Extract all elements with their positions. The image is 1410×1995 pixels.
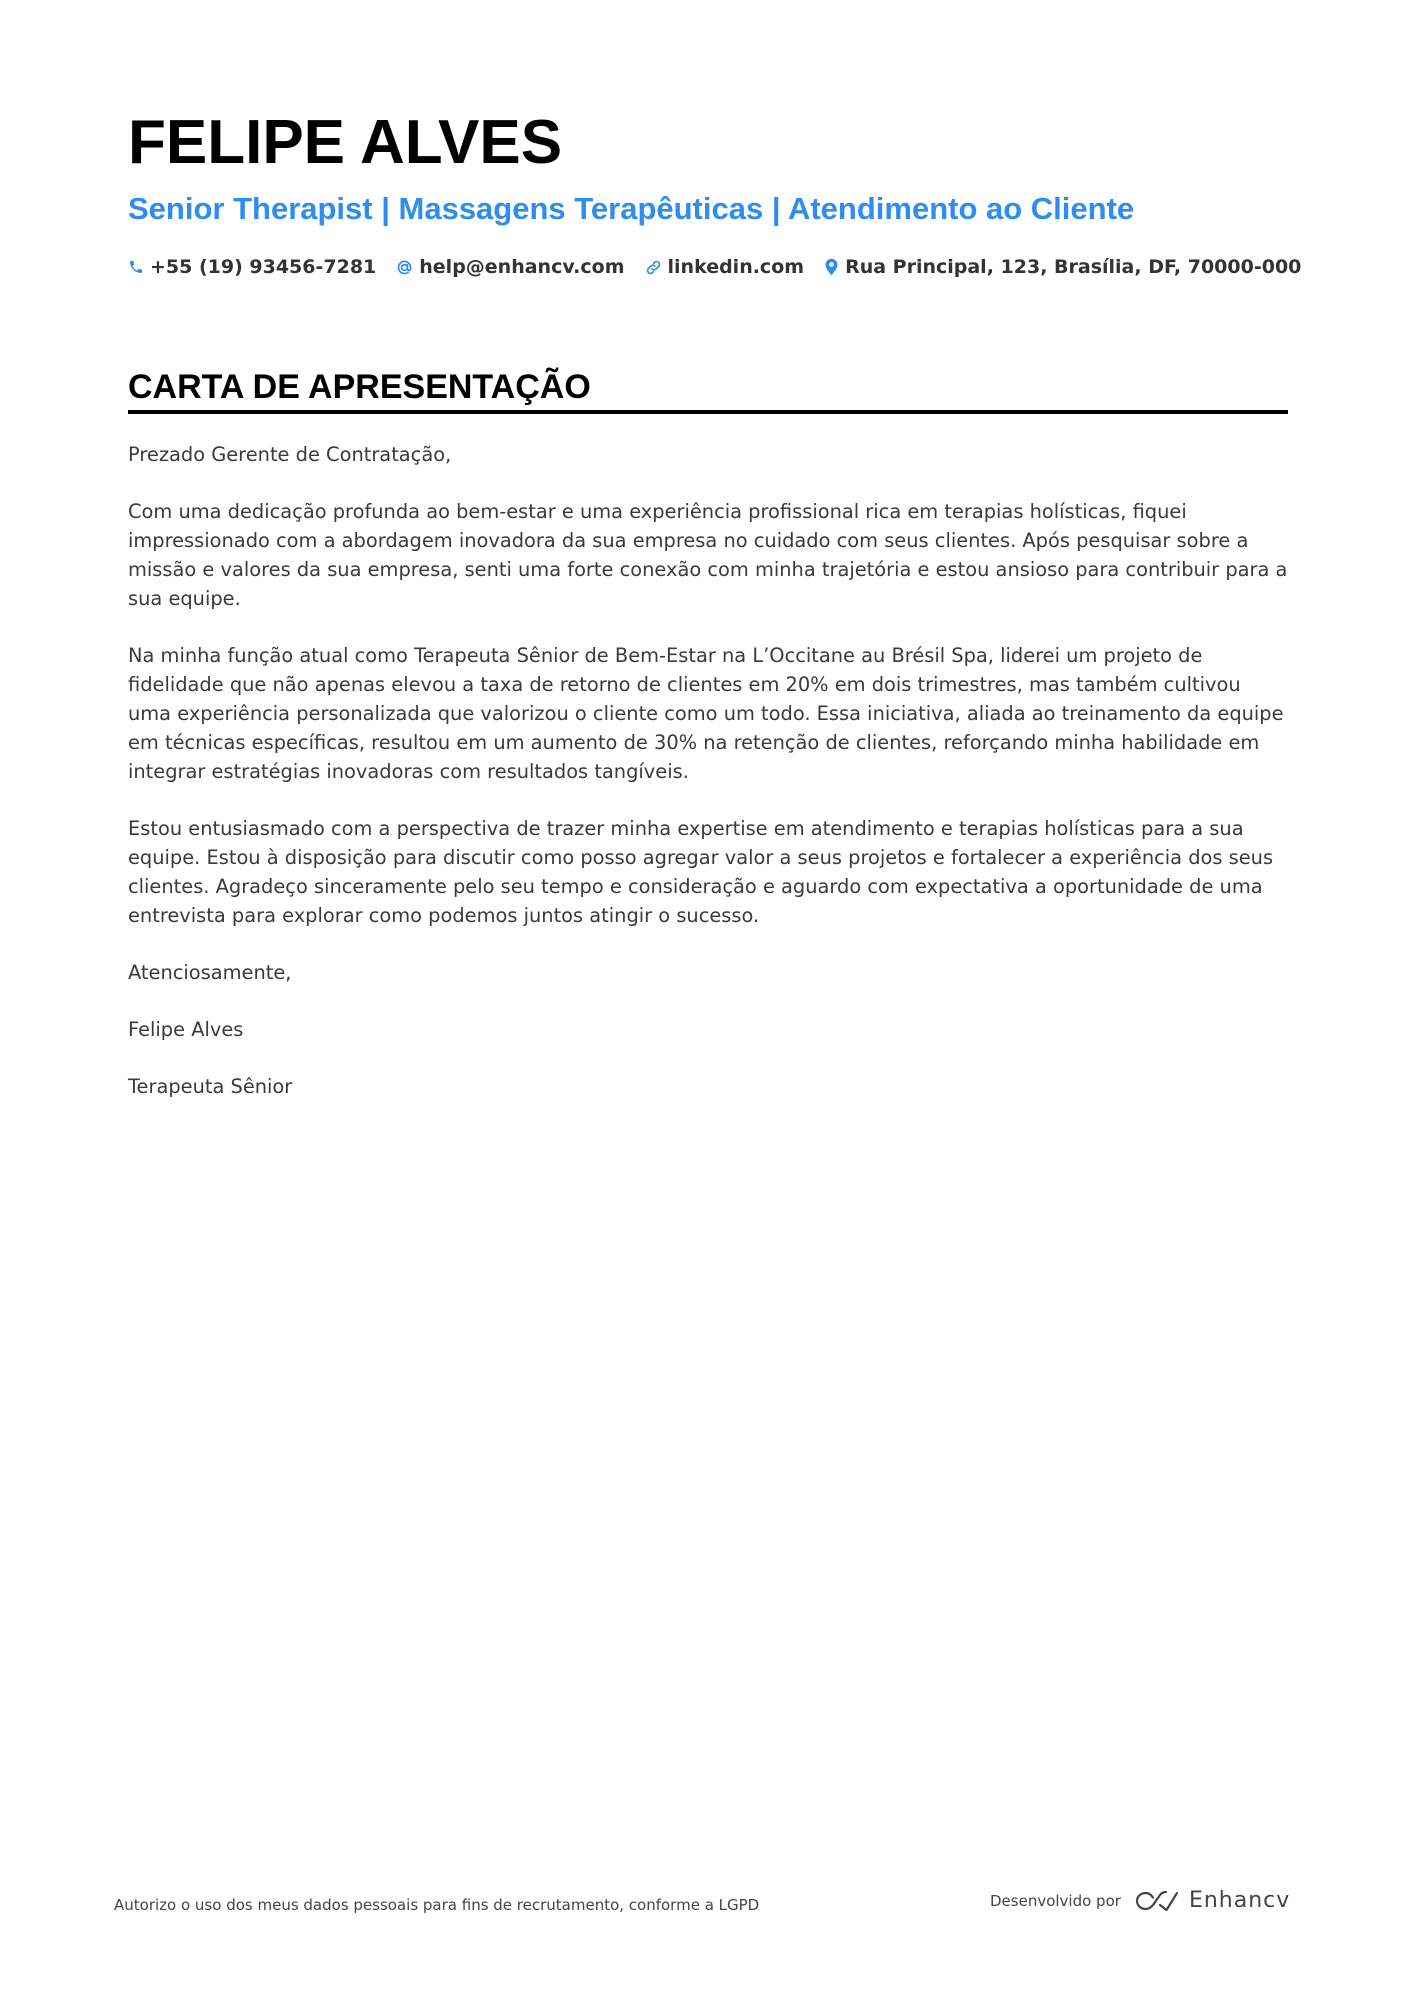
powered-by-label: Desenvolvido por <box>990 1891 1121 1910</box>
letter-paragraph: Na minha função atual como Terapeuta Sênior de Bem-Estar na L’Occitane au Brésil Spa, liderei um projeto de fidelidade que não apenas elevou a taxa de retorno de clientes em 20% em dois trimestres, mas também cultivou uma experiência personalizada que valorizou o cliente como um todo. Essa iniciativa, aliada ao treinamento da equipe em técnicas específicas, resultou em um aumento de 30% na retenção de clientes, reforçando minha habilidade em integrar estratégias inovadoras com resultados tangíveis. <box>128 644 1284 783</box>
enhancv-brand: Enhancv <box>1188 1888 1291 1913</box>
section-title: CARTA DE APRESENTAÇÃO <box>128 368 591 406</box>
letter-closing: Atenciosamente, <box>128 961 292 984</box>
contact-bar <box>128 256 1321 278</box>
phone-text: +55 (19) 93456-7281 <box>150 256 377 278</box>
contact-phone[interactable] <box>128 256 376 278</box>
linkedin-text: linkedin.com <box>667 256 805 278</box>
consent-note: Autorizo o uso dos meus dados pessoais para fins de recrutamento, conforme a LGPD <box>114 1896 760 1914</box>
candidate-headline: Senior Therapist | Massagens Terapêuticas | Atendimento ao Cliente <box>128 191 1135 226</box>
contact-linkedin[interactable] <box>645 256 805 278</box>
letter-paragraph: Estou entusiasmado com a perspectiva de trazer minha expertise em atendimento e terapias holísticas para a sua equipe. Estou à disposição para discutir como posso agregar valor a seus projetos e fortalecer a experiência dos seus clientes. Agradeço sinceramente pelo seu tempo e consideração e aguardo com expectativa a oportunidade de uma entrevista para explorar como podemos juntos atingir o sucesso. <box>128 817 1274 927</box>
at-icon <box>396 259 413 276</box>
phone-icon <box>128 259 144 275</box>
enhancv-logo-icon <box>1133 1889 1181 1913</box>
letter-paragraph: Com uma dedicação profunda ao bem-estar e uma experiência profissional rica em terapias holísticas, fiquei impressionado com a abordagem inovadora da sua empresa no cuidado com seus clientes. Após pesquisar sobre a missão e valores da sua empresa, senti uma forte conexão com minha trajetória e estou ansioso para contribuir para a sua equipe. <box>128 500 1288 610</box>
letter-body <box>128 440 1288 1129</box>
location-pin-icon <box>824 258 839 276</box>
candidate-name: FELIPE ALVES <box>128 108 563 177</box>
contact-email[interactable] <box>396 256 624 278</box>
contact-address <box>824 256 1301 278</box>
signature-name: Felipe Alves <box>128 1018 244 1041</box>
address-text: Rua Principal, 123, Brasília, DF, 70000-000 <box>845 256 1302 278</box>
section-divider <box>128 410 1288 414</box>
email-text: help@enhancv.com <box>419 256 625 278</box>
powered-by[interactable] <box>990 1888 1290 1913</box>
signature-title: Terapeuta Sênior <box>128 1075 293 1098</box>
letter-greeting: Prezado Gerente de Contratação, <box>128 443 452 466</box>
link-icon <box>645 259 662 276</box>
